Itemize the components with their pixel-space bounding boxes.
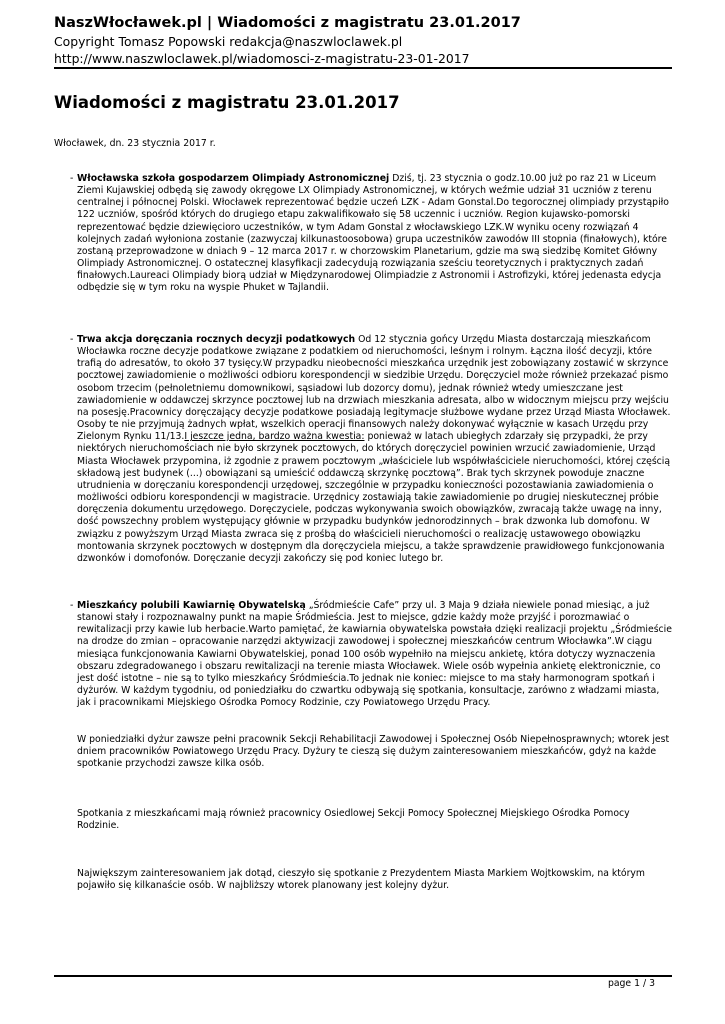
list-item (54, 600, 674, 709)
page-title: Wiadomości z magistratu 23.01.2017 (54, 93, 400, 112)
page-header (54, 14, 674, 67)
item-underlined-text: I jeszcze jedna, bardzo ważna kwestia: (184, 431, 365, 443)
item-heading: Trwa akcja doręczania rocznych decyzji podatkowych (77, 334, 356, 345)
bullet-dash: - (70, 600, 74, 611)
list-item (54, 334, 674, 565)
paragraph-social-section (54, 808, 674, 832)
footer-divider (54, 975, 672, 977)
list-item (54, 173, 674, 295)
news-item-cafe (54, 600, 674, 709)
header-divider (54, 67, 672, 69)
dateline: Włocławek, dn. 23 stycznia 2017 r. (54, 138, 216, 149)
paragraph: Największym zainteresowaniem jak dotąd, cieszyło się spotkanie z Prezydentem Miasta Markiem Wojtkowskim, na którym pojawiło się kilkanaście osób. W najbliższy wtorek planowany jest kolejny dyżur. (77, 868, 645, 892)
news-item-tax-decisions (54, 334, 674, 565)
page-number: page 1 / 3 (607, 978, 655, 989)
source-url[interactable]: http://www.naszwloclawek.pl/wiadomosci-z-magistratu-23-01-2017 (54, 51, 470, 66)
item-text: Od 12 stycznia gońcy Urzędu Miasta dostarczają mieszkańcom Włocławka roczne decyzje podatkowe związane z podatkiem od nieruchomości, leśnym i rolnym. Łączna ilość decyzji, które trafią do adresatów, to około 37 tysięcy.W przypadku nieobecności mieszkańca urzędnik jest zobowiązany zostawić w skrzynce pocztowej zawiadomienie o możliwości odbioru korespondencji w siedzibie Urzędu. Doręczyciel może również przekazać pismo osobom trzecim (pełnoletniemu domownikowi, sąsiadowi lub dozorcy domu), jednak również wtedy umieszczane jest zawiadomienie w oddawczej skrzynce pocztowej lub na drzwiach mieszkania adresata, albo w widocznym miejscu przy wejściu na posesję.Pracownicy doręczający decyzje podatkowe posiadają legitymacje służbowe wydane przez Urząd Miasta Włocławek. Osoby te nie przyjmują żadnych wpłat, wszelkich operacji finansowych należy dokonywać wyłącznie w kasach Urzędu przy Zielonym Rynku 11/13. (77, 334, 671, 443)
site-title: NaszWłocławek.pl | Wiadomości z magistratu 23.01.2017 (54, 15, 521, 31)
item-text: „Śródmieście Cafe” przy ul. 3 Maja 9 działa niewiele ponad miesiąc, a już stanowi stały i rozpoznawalny punkt na mapie Śródmieścia. Jest to miejsce, gdzie każdy może przyjść i porozmawiać o rewitalizacji przy kawie lub herbacie.Warto pamiętać, że kawiarnia obywatelska powstała dzięki realizacji projektu „Śródmieście na drodze do zmian – opracowanie narzędzi aktywizacji zawodowej i społecznej mieszkańców centrum Włocławka”.W ciągu miesiąca funkcjonowania Kawiarni Obywatelskiej, ponad 100 osób wypełniło na miejscu ankietę, która dotyczy wyznaczenia obszaru zdegradowanego i obszaru rewitalizacji na terenie miasta Włocławek. Wiele osób wypełnia ankietę elektronicznie, co jest dość istotne – nie są to tylko mieszkańcy Śródmieścia.To jednak nie koniec: miejsce to ma stały harmonogram spotkań i dyżurów. W każdym tygodniu, od poniedziałku do czwartku odbywają się spotkania, konsultacje, zarówno z władzami miasta, jak i pracownikami Miejskiego Ośrodka Pomocy Rodzinie, czy Powiatowego Urzędu Pracy. (77, 600, 672, 709)
item-heading: Włocławska szkoła gospodarzem Olimpiady Astronomicznej (77, 173, 390, 184)
item-text: Dziś, tj. 23 stycznia o godz.10.00 już po raz 21 w Liceum Ziemi Kujawskiej odbędą się zawody okręgowe LX Olimpiady Astronomicznej, w których weźmie udział 31 uczniów z terenu centralnej i północnej Polski. Włocławek reprezentować będzie uczeń LZK - Adam Gonstal.Do tegorocznej olimpiady przystąpiło 122 uczniów, spośród których do drugiego etapu zakwalifikowało się 58 uczennic i uczniów. Region kujawsko-pomorski reprezentować będzie dziewięciorо uczestników, w tym Adam Gonstal z włocławskiego LZK.W wyniku oceny rozwiązań 4 kolejnych zadań wyłoniona zostanie (zazwyczaj kilkunastoosobowa) grupa uczestników zawodów III stopnia (finałowych), które zostaną przeprowadzone w dniach 9 – 12 marca 2017 r. w chorzowskim Planetarium, gdzie ma swą siedzibę Komitet Główny Olimpiady Astronomicznej. O ostatecznej klasyfikacji zadecydują rozwiązania sześciu teoretycznych i praktycznych zadań finałowych.Laureaci Olimpiady biorą udział w Międzynarodowej Olimpiadzie z Astronomii i Astrofizyki, której jedenasta edycja odbędzie się w tym roku na wyspie Phuket w Tajlandii. (77, 173, 669, 294)
paragraph-mayor-meeting (54, 868, 674, 892)
paragraph: Spotkania z mieszkańcami mają również pracownicy Osiedlowej Sekcji Pomocy Społecznej Miejskiego Ośrodka Pomocy Rodzinie. (77, 808, 630, 832)
copyright-line: Copyright Tomasz Popowski redakcja@naszwloclawek.pl (54, 34, 403, 49)
paragraph-duty-hours (54, 734, 674, 770)
bullet-dash: - (70, 334, 74, 345)
paragraph: W poniedziałki dyżur zawsze pełni pracownik Sekcji Rehabilitacji Zawodowej i Społecznej Osób Niepełnosprawnych; wtorek jest dniem pracowników Powiatowego Urzędu Pracy. Dyżury te cieszą się dużym zainteresowaniem mieszkańców, gdyż na każde spotkanie przychodzi zawsze kilka osób. (77, 734, 670, 770)
item-heading: Mieszkańcy polubili Kawiarnię Obywatelską (77, 600, 306, 611)
item-text-continued: ponieważ w latach ubiegłych zdarzały się przypadki, że przy niektórych nieruchomościach nie było skrzynek pocztowych, do których doręczyciel powinien wrzucić zawiadomienie, Urząd Miasta Włocławek przypomina, iż zgodnie z prawem pocztowym „właściciele lub współwłaściciele nieruchomości, której częścią składową jest budynek (...) obowiązani są umieścić oddawczą skrzynkę pocztową”. Brak tych skrzynek powoduje znaczne utrudnienia w doręczaniu korespondencji urzędowej, szczególnie w przypadku konieczności pozostawiania zawiadomienia o możliwości odbioru korespondencji w magistracie. Urzędnicy zostawiają takie zawiadomienie po drugiej nieskutecznej próbie doręczenia dokumentu urzędowego. Doręczyciele, podczas wykonywania swoich obowiązków, zwracają także uwagę na inny, dość powszechny problem występujący głównie w przypadku budynków jednorodzinnych – brak dzwonka lub domofonu. W związku z powyższym Urząd Miasta zwraca się z prośbą do właścicieli nieruchomości o realizację ustawowego obowiązku montowania skrzynek pocztowych w dostępnym dla doręczyciela miejscu, a także sprawdzenie prawidłowego funkcjonowania dzwonków i domofonów. Doręczanie decyzji zakończy się pod koniec lutego br. (77, 431, 671, 564)
news-item-olympiad (54, 173, 674, 295)
bullet-dash: - (70, 173, 74, 184)
